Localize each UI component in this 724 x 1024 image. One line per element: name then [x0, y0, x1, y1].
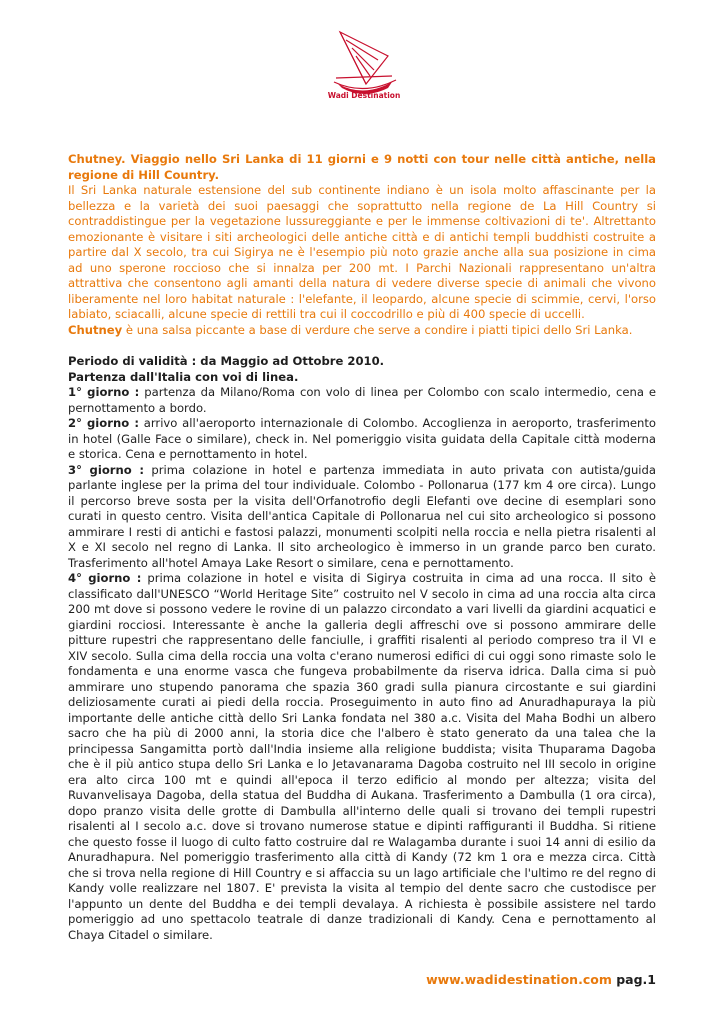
chutney-paragraph	[68, 323, 656, 339]
logo-brand-text: Wadi Destination	[327, 91, 401, 100]
spacer	[68, 338, 656, 354]
day-2	[68, 416, 656, 463]
document-title: Chutney. Viaggio nello Sri Lanka di 11 giorni e 9 notti con tour nelle città antiche, nella regione di Hill Country.	[68, 152, 656, 182]
day-text: prima colazione in hotel e visita di Sigirya costruita in cima ad una rocca. Il sito è classificato dall'UNESCO “World Heritage Site” costruito nel V secolo in cima ad una roccia alta circa 200 mt dove si possono vedere le rovine di un palazzo circondato a vari livelli da giardini acquatici e giardini rocciosi. Interessante è anche la galleria degli affreschi ove si possono ammirare delle pitture rupestri che rappresentano delle fanciulle, i graffiti risalenti al periodo compreso tra il VI e XIV secolo. Sulla cima della roccia una volta c'erano numerosi edifici di cui oggi sono rimaste solo le fondamenta e una enorme vasca che fungeva probabilmente da riserva idrica. Dalla cima si può ammirare uno stupendo panorama che spazia 360 gradi sulla pianura circostante e sui giardini deliziosamente curati ai piedi della roccia. Proseguimento in auto fino ad Anuradhapuraya la più importante delle antiche città dello Sri Lanka fondata nel 380 a.c. Visita del Maha Bodhi un albero sacro che ha più di 2000 anni, la storia dice che l'albero è stato generato da una talea che la principessa Sangamitta portò dall'India insieme alla religione buddista; visita Thuparama Dagoba che è il più antico stupa dello Sri Lanka e lo Jetavanarama Dagoba costruito nel III secolo in origine era alto circa 100 mt e quindi all'epoca il terzo edificio al mondo per altezza; visita del Ruvanvelisaya Dagoba, della statua del Buddha di Aukana. Trasferimento a Dambulla (1 ora circa), dopo pranzo visita delle grotte di Dambulla all'interno delle quali si trovano dei templi rupestri risalenti al I secolo a.c. dove si trovano numerose statue e dipinti raffiguranti il Buddha. Si ritiene che questo fosse il luogo di culto fatto costruire dal re Walagamba durante i suoi 14 anni di esilio da Anuradhapura. Nel pomeriggio trasferimento alla città di Kandy (72 km 1 ora e mezza circa. Città che si trova nella regione di Hill Country e si affaccia su un lago artificiale che l'ultimo re del regno di Kandy volle realizzare nel 1807. E' prevista la visita al tempio del dente sacro che custodisce per l'appunto un dente del Buddha e dei templi devalaya. A richiesta è possibile assistere nel tardo pomeriggio ad uno spettacolo teatrale di danze tradizionali di Kandy. Cena e pernottamento al Chaya Citadel o similare.	[68, 571, 657, 942]
validity-period: Periodo di validità : da Maggio ad Ottobre 2010.	[68, 354, 385, 368]
day-4	[68, 571, 656, 943]
document-body	[68, 152, 656, 943]
chutney-text: è una salsa piccante a base di verdure che serve a condire i piatti tipici dello Sri Lanka.	[122, 322, 633, 337]
day-3	[68, 463, 656, 572]
day-1	[68, 385, 656, 416]
website-link[interactable]: www.wadidestination.com	[426, 972, 612, 987]
day-label: 3° giorno :	[68, 462, 145, 477]
day-text: partenza da Milano/Roma con volo di linea per Colombo con scalo intermedio, cena e pernottamento a bordo.	[68, 385, 657, 415]
chutney-word: Chutney	[68, 322, 123, 337]
departure-info: Partenza dall'Italia con voi di linea.	[68, 369, 299, 384]
page-number: pag.1	[611, 972, 656, 987]
intro-paragraph: Il Sri Lanka naturale estensione del sub continente indiano è un isola molto affascinante per la bellezza e la varietà dei suoi paesaggi che soprattutto nella regione de La Hill Country si contraddistingue per la vegetazione lussureggiante e per le immense coltivazioni di te'. Altrettanto emozionante è visitare i siti archeologici delle antiche città e di antichi templi buddhisti costruite a partire dal X secolo, tra cui Sigirya ne è l'esempio più noto grazie anche alla sua posizione in cima ad uno sperone roccioso che si innalza per 200 mt. I Parchi Nazionali rappresentano un'altra attrattiva che consentono agli amanti della natura di vedere diverse specie di animali che vivono liberamente nel loro habitat naturale : l'elefante, il leopardo, alcune specie di scimmie, cervi, l'orso labiato, sciacalli, alcune specie di rettili tra cui il coccodrillo e più di 400 specie di uccelli.	[68, 183, 656, 321]
page-footer	[426, 972, 656, 987]
day-label: 1° giorno :	[68, 385, 140, 399]
day-text: prima colazione in hotel e partenza immediata in auto privata con autista/guida parlante inglese per la prima del tour individuale. Colombo - Pollonarua (177 km 4 ore circa). Lungo il percorso breve sosta per la visita dell'Orfanotrofio degli Elefanti ove decine di esemplari sono curati in questo centro. Visita dell'antica Capitale di Pollonarua nel cui sito archeologico si possono ammirare I resti di antichi e fastosi palazzi, monumenti scolpiti nella roccia e nella pietra risalenti al X e XI secolo nel regno di Lanka. Il sito archeologico è immerso in un grande parco ben curato. Trasferimento all'hotel Amaya Lake Resort o similare, cena e pernottamento.	[68, 462, 656, 570]
day-label: 2° giorno :	[68, 416, 139, 430]
day-text: arrivo all'aeroporto internazionale di Colombo. Accoglienza in aeroporto, trasferimento in hotel (Galle Face o similare), check in. Nel pomeriggio visita guidata della Capitale città moderna e storica. Cena e pernottamento in hotel.	[68, 416, 657, 461]
day-label: 4° giorno :	[68, 571, 142, 585]
